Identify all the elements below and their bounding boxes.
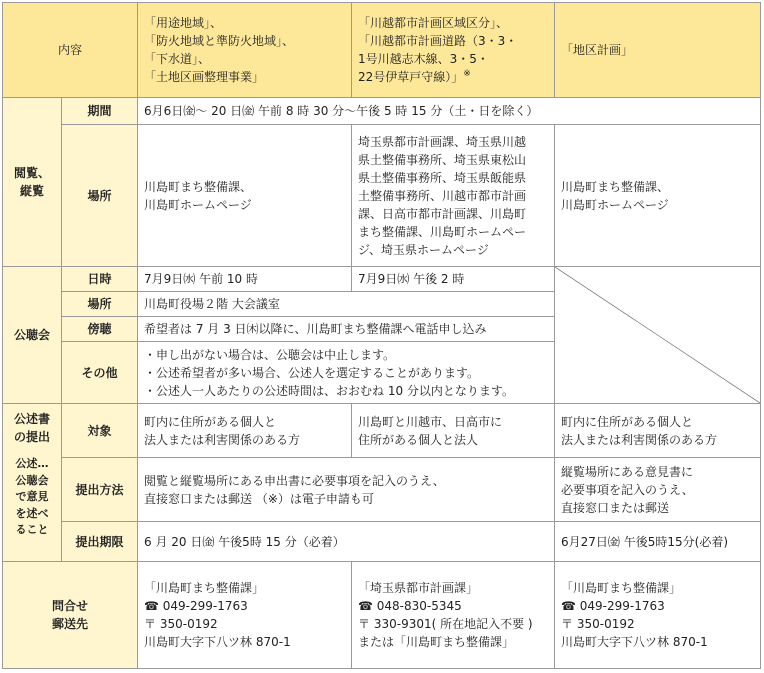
other-label: その他 [62, 342, 138, 404]
hearing-label: 公聴会 [3, 267, 62, 404]
contact-col1: 「川島町まち整備課」 ☎ 049-299-1763 〒 350-0192 川島町大字下八ツ林 870-1 [138, 562, 352, 669]
submission-method-row [3, 458, 761, 522]
deadline-col12: 6 月 20 日㈮ 午後5時 15 分（必着） [138, 522, 555, 562]
place-col3: 川島町まち整備課、 川島町ホームページ [555, 125, 761, 267]
deadline-label: 提出期限 [62, 522, 138, 562]
period-label: 期間 [62, 98, 138, 125]
header-col3: 「地区計画」 [555, 3, 761, 98]
header-col1: 「用途地域」、 「防火地域と準防火地域」、 「下水道」、 「土地区画整理事業」 [138, 3, 352, 98]
target-col3: 町内に住所がある個人と 法人または利害関係のある方 [555, 404, 761, 458]
inspection-period-row [3, 98, 761, 125]
target-col2: 川島町と川越市、日高市に 住所がある個人と法人 [352, 404, 555, 458]
header-row [3, 3, 761, 98]
contact-col3: 「川島町まち整備課」 ☎ 049-299-1763 〒 350-0192 川島町大字下八ツ林 870-1 [555, 562, 761, 669]
inspection-place-row [3, 125, 761, 267]
place-col2: 埼玉県都市計画課、埼玉県川越 県土整備事務所、埼玉県東松山 県土整備事務所、埼玉県飯能県 土整備事務所、川越市都市計画 課、日高市都市計画課、川島町 まち整備課、川島町ホームペー ジ、埼玉県ホームページ [352, 125, 555, 267]
target-label: 対象 [62, 404, 138, 458]
hearing-datetime-row [3, 267, 761, 292]
deadline-col3: 6月27日㈮ 午後5時15分(必着) [555, 522, 761, 562]
datetime-col1: 7月9日㈬ 午前 10 時 [138, 267, 352, 292]
footnote-mark: ※ [463, 69, 471, 79]
place-col1: 川島町まち整備課、 川島町ホームページ [138, 125, 352, 267]
period-value: 6月6日㈮～ 20 日㈮ 午前 8 時 30 分～午後 5 時 15 分（土・日を除く） [138, 98, 761, 125]
not-applicable-cell [555, 267, 761, 404]
method-col3: 縦覧場所にある意見書に 必要事項を記入のうえ、 直接窓口または郵送 [555, 458, 761, 522]
attend-label: 傍聴 [62, 317, 138, 342]
contact-label: 問合せ 郵送先 [3, 562, 138, 669]
datetime-label: 日時 [62, 267, 138, 292]
other-value: ・申し出がない場合は、公聴会は中止します。 ・公述希望者が多い場合、公述人を選定することがあります。 ・公述人一人あたりの公述時間は、おおむね 10 分以内となります。 [138, 342, 555, 404]
venue-value: 川島町役場２階 大会議室 [138, 292, 555, 317]
method-label: 提出方法 [62, 458, 138, 522]
header-col2: 「川越都市計画区域区分」、 「川越都市計画道路（3・3・ 1号川越志木線、3・5・ 22号伊草戸守線）」※ [352, 3, 555, 98]
header-contents: 内容 [3, 3, 138, 98]
attend-value: 希望者は 7 月 3 日㈭以降に、川島町まち整備課へ電話申し込み [138, 317, 555, 342]
venue-label: 場所 [62, 292, 138, 317]
submission-deadline-row [3, 522, 761, 562]
diagonal-line [555, 267, 760, 403]
submission-target-row [3, 404, 761, 458]
method-col12: 閲覧と縦覧場所にある申出書に必要事項を記入のうえ、 直接窓口または郵送 （※）は電子申請も可 [138, 458, 555, 522]
contact-row [3, 562, 761, 669]
datetime-col2: 7月9日㈬ 午後 2 時 [352, 267, 555, 292]
city-planning-notice-table [2, 2, 761, 669]
target-col1: 町内に住所がある個人と 法人または利害関係のある方 [138, 404, 352, 458]
submission-label: 公述書 の提出 公述… 公聴会 で意見 を述べ ること [3, 404, 62, 562]
contact-col2: 「埼玉県都市計画課」 ☎ 048-830-5345 〒 330-9301( 所在地記入不要 ) または「川島町まち整備課」 [352, 562, 555, 669]
inspection-label: 閲覧、縦覧 [3, 98, 62, 267]
place-label: 場所 [62, 125, 138, 267]
